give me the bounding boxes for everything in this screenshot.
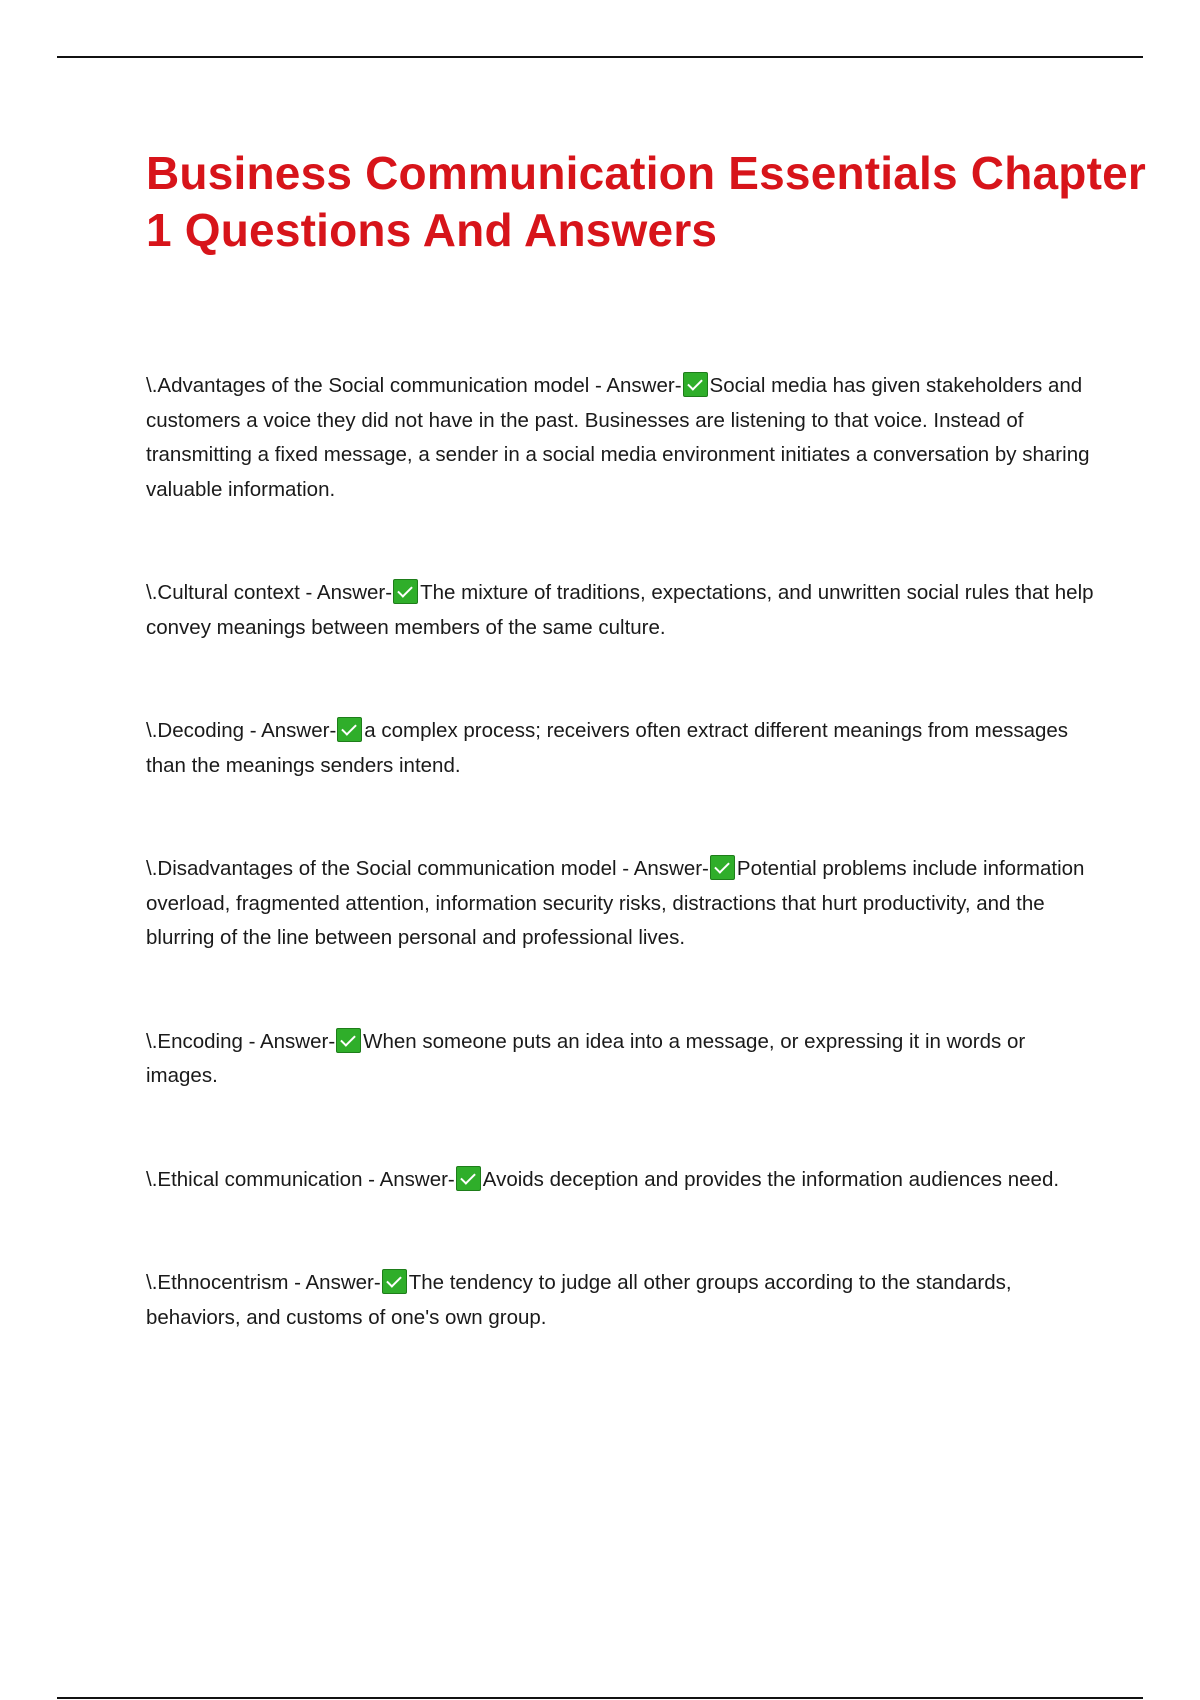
check-icon (382, 1269, 407, 1294)
qa-item (146, 852, 1096, 956)
answer-text: a complex process; receivers often extract different meanings from messages than the meanings senders intend. (146, 719, 1069, 777)
question-term: \.Cultural context - Answer- (146, 581, 393, 604)
question-term: \.Disadvantages of the Social communication model - Answer- (146, 857, 709, 880)
question-term: \.Decoding - Answer- (146, 719, 337, 742)
check-icon (393, 579, 418, 604)
check-icon (336, 1028, 361, 1053)
question-term: \.Ethical communication - Answer- (146, 1167, 455, 1191)
qa-item (146, 1163, 1096, 1198)
answer-text: Potential problems include information overload, fragmented attention, information security risks, distractions that hurt productivity, and the blurring of the line between personal and professional lives. (146, 857, 1085, 949)
header-divider (57, 56, 1143, 58)
check-icon (337, 717, 362, 742)
check-icon (710, 855, 735, 880)
question-term: \.Encoding - Answer- (146, 1029, 336, 1053)
qa-item (146, 1025, 1096, 1094)
qa-item (146, 369, 1096, 507)
answer-text: Social media has given stakeholders and customers a voice they did not have in the past. Businesses are listening to that voice. Instead of transmitting a fixed message, a sender in a social media environment initiates a conversation by sharing valuable information. (146, 374, 1090, 501)
footer-divider (57, 1697, 1143, 1699)
check-icon (456, 1166, 481, 1191)
question-term: \.Ethnocentrism - Answer- (146, 1271, 381, 1294)
answer-text: Avoids deception and provides the information audiences need. (482, 1167, 1060, 1191)
page-title: Business Communication Essentials Chapter 1 Questions And Answers (146, 147, 1147, 256)
qa-item (146, 714, 1096, 783)
qa-item (146, 576, 1096, 645)
check-icon (683, 372, 708, 397)
answer-text: When someone puts an idea into a message, or expressing it in words or images. (146, 1029, 1026, 1087)
qa-list (146, 369, 1096, 1404)
answer-text: The mixture of traditions, expectations, and unwritten social rules that help convey meanings between members of the same culture. (146, 581, 1094, 639)
qa-item (146, 1266, 1096, 1335)
answer-text: The tendency to judge all other groups according to the standards, behaviors, and customs of one's own group. (146, 1271, 1012, 1329)
question-term: \.Advantages of the Social communication model - Answer- (146, 374, 682, 397)
